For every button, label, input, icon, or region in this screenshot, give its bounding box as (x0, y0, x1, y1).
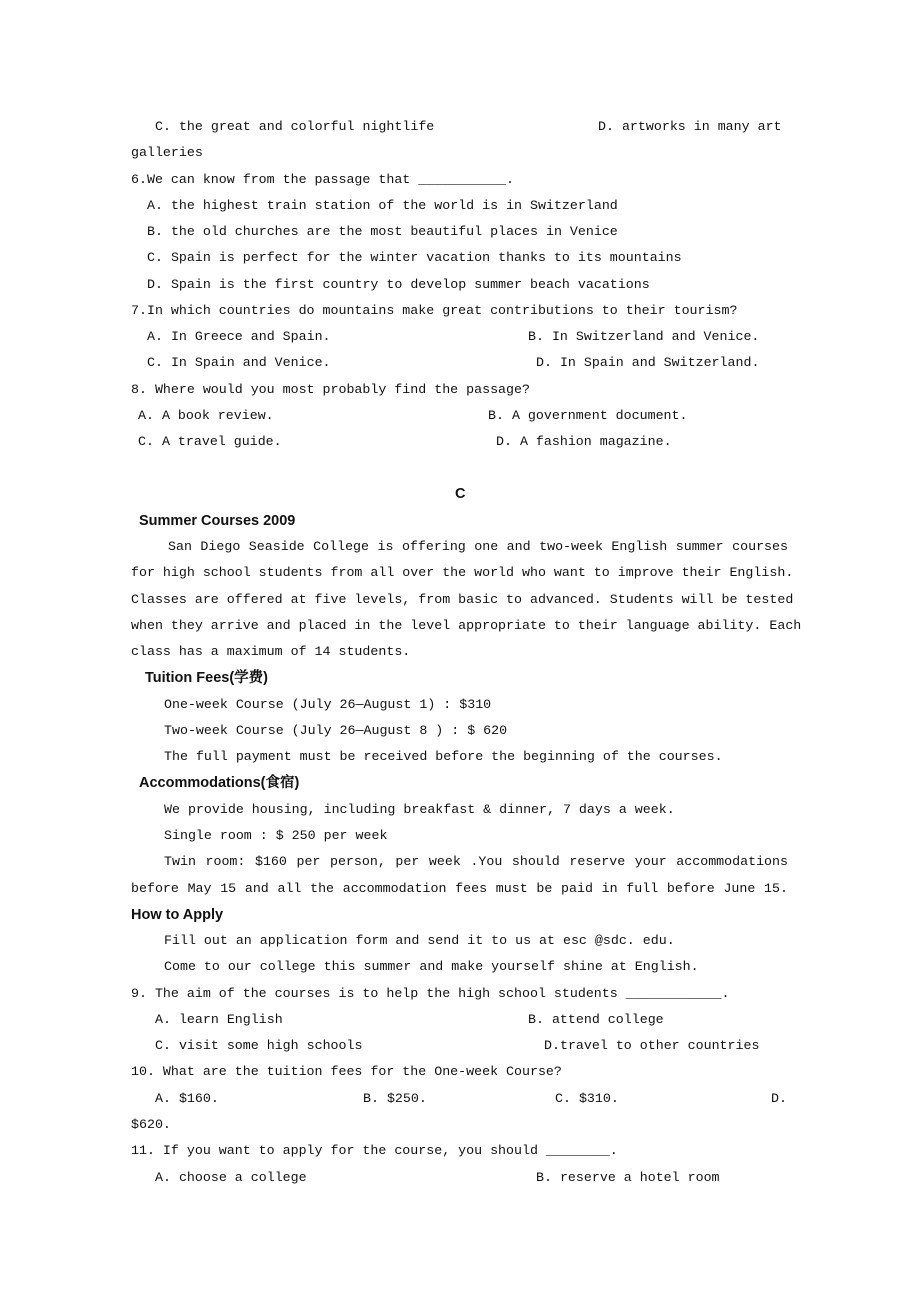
apply-line: Come to our college this summer and make yourself shine at English. (164, 959, 699, 974)
q6-option-a: A. the highest train station of the world is in Switzerland (147, 198, 618, 213)
q6-option-c: C. Spain is perfect for the winter vacation thanks to its mountains (147, 250, 682, 265)
q5-option-d-cont: galleries (131, 145, 203, 160)
tuition-line: One-week Course (July 26—August 1) : $310 (164, 697, 492, 712)
q9-option-b: B. attend college (528, 1012, 664, 1027)
q8-option-a: A. A book review. (138, 408, 274, 423)
q11-option-a: A. choose a college (155, 1170, 307, 1185)
accommodations-heading: Accommodations(食宿) (139, 775, 300, 791)
apply-line: Fill out an application form and send it to us at esc @sdc. edu. (164, 933, 675, 948)
q9-option-c: C. visit some high schools (155, 1038, 363, 1053)
q10-option-a: A. $160. (155, 1091, 219, 1106)
q6-option-b: B. the old churches are the most beautiful places in Venice (147, 224, 618, 239)
intro-line: Classes are offered at five levels, from basic to advanced. Students will be tested (131, 592, 794, 607)
intro-line: for high school students from all over the world who want to improve their English. (131, 565, 794, 580)
apply-heading: How to Apply (131, 907, 224, 923)
q7-option-c: C. In Spain and Venice. (147, 355, 331, 370)
tuition-line: Two-week Course (July 26—August 8 ) : $ 620 (164, 723, 508, 738)
intro-line: San Diego Seaside College is offering one and two-week English summer courses (168, 539, 788, 554)
q11-stem: 11. If you want to apply for the course, you should ________. (131, 1143, 618, 1158)
accommodations-line: Twin room: $160 per person, per week .You should reserve your accommodations (164, 854, 788, 869)
accommodations-line: before May 15 and all the accommodation fees must be paid in full before June 15. (131, 881, 788, 896)
q5-option-d: D. artworks in many art (598, 119, 782, 134)
intro-line: when they arrive and placed in the level appropriate to their language ability. Each (131, 618, 802, 633)
q10-option-b: B. $250. (363, 1091, 427, 1106)
q7-option-a: A. In Greece and Spain. (147, 329, 331, 344)
q10-option-d-cont: $620. (131, 1117, 171, 1132)
q10-option-d: D. (771, 1091, 787, 1106)
q8-option-d: D. A fashion magazine. (496, 434, 672, 449)
q6-option-d: D. Spain is the first country to develop summer beach vacations (147, 277, 650, 292)
accommodations-line: We provide housing, including breakfast & dinner, 7 days a week. (164, 802, 675, 817)
q7-stem: 7.In which countries do mountains make great contributions to their tourism? (131, 303, 738, 318)
q8-option-b: B. A government document. (488, 408, 688, 423)
q8-stem: 8. Where would you most probably find the passage? (131, 382, 530, 397)
intro-line: class has a maximum of 14 students. (131, 644, 411, 659)
q10-option-c: C. $310. (555, 1091, 619, 1106)
q9-option-d: D.travel to other countries (544, 1038, 760, 1053)
tuition-line: The full payment must be received before the beginning of the courses. (164, 749, 723, 764)
tuition-heading: Tuition Fees(学费) (145, 670, 268, 686)
accommodations-line: Single room : $ 250 per week (164, 828, 388, 843)
q9-stem: 9. The aim of the courses is to help the high school students ____________. (131, 986, 730, 1001)
q9-option-a: A. learn English (155, 1012, 283, 1027)
passage-title: Summer Courses 2009 (139, 513, 296, 529)
section-letter: C (455, 486, 466, 502)
q6-stem: 6.We can know from the passage that ___________. (131, 172, 515, 187)
q5-option-c: C. the great and colorful nightlife (155, 119, 435, 134)
q11-option-b: B. reserve a hotel room (536, 1170, 720, 1185)
q7-option-b: B. In Switzerland and Venice. (528, 329, 760, 344)
q8-option-c: C. A travel guide. (138, 434, 282, 449)
q7-option-d: D. In Spain and Switzerland. (536, 355, 760, 370)
q10-stem: 10. What are the tuition fees for the One-week Course? (131, 1064, 562, 1079)
